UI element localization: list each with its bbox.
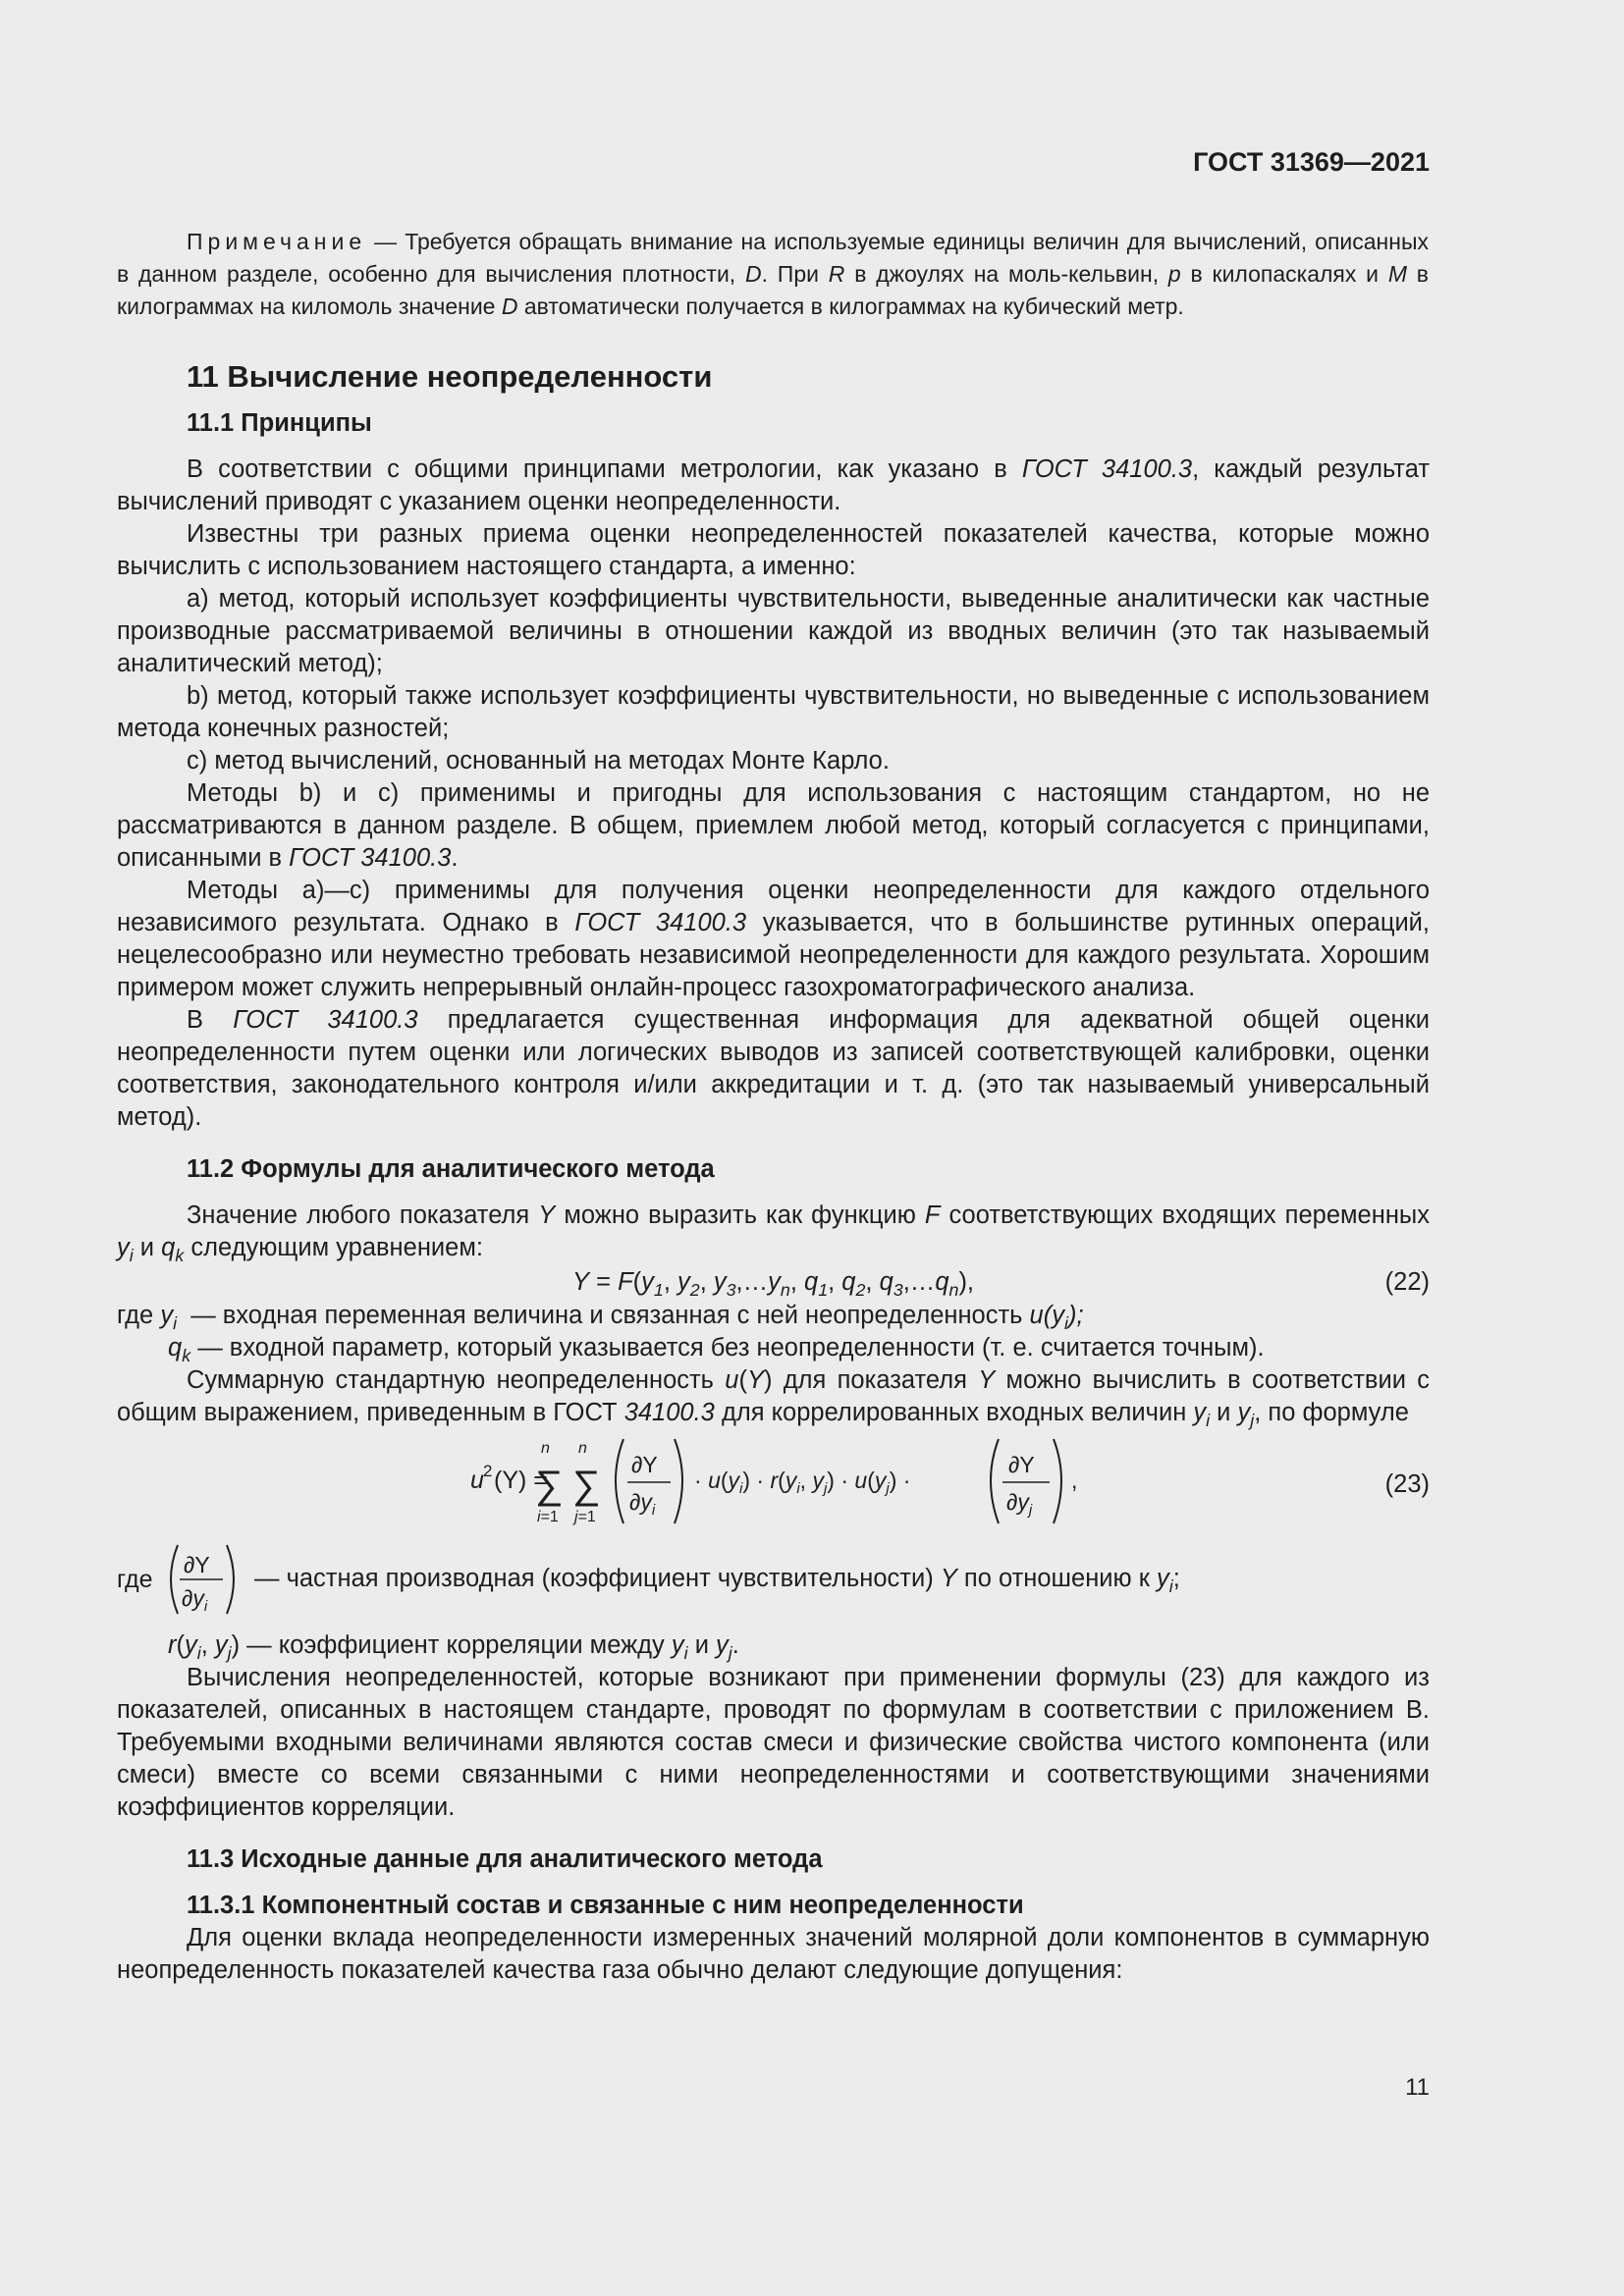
svg-text:j=1: j=1 xyxy=(574,1509,596,1525)
note-paragraph: Примечание — Требуется обращать внимание на используемые единицы величин для вычислений, описанных в данном разделе, особенно для вычисления плотности, D. При R в джоулях на моль-кельвин, p в килопаскалях и M в килограммах на киломоль значение D автоматически получается в килограммах на кубический метр. xyxy=(117,229,1430,319)
paragraph: Вычисления неопределенностей, которые возникают при применении формулы (23) для каждого из показателей, описанных в настоящем стандарте, проводят по формулам в соответствии с приложением В. Требуемыми входными величинами являются состав смеси и физические свойства чистого компонента (или смеси) вместе со всеми связанными с ними неопределенностями и соответствующими значениями коэффициентов корреляции. xyxy=(117,1664,1430,1821)
definition-q: $q_k$ — входной параметр, который указывается без неопределенности (т. е. считается точным). xyxy=(168,1334,1265,1365)
equation-number: (22) xyxy=(1384,1268,1430,1296)
paragraph: Для оценки вклада неопределенности измеренных значений молярной доли компонентов в суммарную неопределенность показателей качества газа обычно делают следующие допущения: xyxy=(117,1924,1430,1984)
list-item: b) метод, который также использует коэффициенты чувствительности, но выведенные с использованием метода конечных разностей; xyxy=(117,682,1430,742)
svg-text:∂Y: ∂Y xyxy=(631,1452,658,1477)
definition-y: где $y_i$ — входная переменная величина и связанная с ней неопределенность $u(y_i)$; xyxy=(117,1302,1084,1333)
paragraph: Методы а)—с) применимы для получения оценки неопределенности для каждого отдельного независимого результата. Однако в ГОСТ 34100.3 указывается, что в большинстве рутинных операций, нецелесообразно или неуместно требовать независимой неопределенности для каждого результата. Хорошим примером может служить непрерывный онлайн-процесс газохроматографического анализа. xyxy=(117,877,1431,1001)
subsection-title-11-1: 11.1 Принципы xyxy=(187,409,372,437)
svg-text:∂yi: $\partial y_i$ xyxy=(629,1489,656,1519)
section-title: 11 Вычисление неопределенности xyxy=(187,359,713,394)
page-number: 11 xyxy=(1405,2074,1430,2101)
svg-text:2: 2 xyxy=(483,1462,493,1480)
equation-23 xyxy=(117,1433,1430,1531)
equation-23-formula xyxy=(470,1433,1217,1531)
equation-number: (23) xyxy=(1384,1470,1430,1498)
paragraph: В соответствии с общими принципами метрологии, как указано в ГОСТ 34100.3, каждый результат вычислений приводят с указанием оценки неопределенности. xyxy=(117,455,1431,515)
document-header: ГОСТ 31369—2021 xyxy=(1193,147,1430,177)
definition-derivative-text: — частная производная (коэффициент чувствительности) Y по отношению к $y_i$; xyxy=(254,1565,1180,1596)
svg-text:u: u xyxy=(470,1467,484,1494)
equation-22 xyxy=(117,1264,1430,1300)
svg-text:∑: ∑ xyxy=(535,1464,564,1507)
svg-text:n: n xyxy=(578,1440,587,1457)
paragraph: Известны три разных приема оценки неопределенностей показателей качества, которые можно вычислить с использованием настоящего стандарта, а именно: xyxy=(117,520,1430,580)
svg-text:· u(yi) · r(yi, yj) · u(yj) ·: · $u(y_i) \cdot r(y_i$, $y_j) \cdot u(y_j)$ · xyxy=(694,1468,911,1497)
subsection-title-11-3-1: 11.3.1 Компонентный состав и связанные с ним неопределенности xyxy=(187,1892,1024,1919)
document-body xyxy=(117,349,1430,1987)
definition-r: $r(y_i$, $y_j$) — коэффициент корреляции между $y_i$ и $y_j$. xyxy=(168,1631,739,1663)
subsection-title-11-2: 11.2 Формулы для аналитического метода xyxy=(187,1155,715,1183)
svg-text:i=1: i=1 xyxy=(537,1509,559,1525)
paragraph: Методы b) и с) применимы и пригодны для использования с настоящим стандартом, но не рассматриваются в данном разделе. В общем, приемлем любой метод, который согласуется с принципами, описанными в ГОСТ 34100.3. xyxy=(117,779,1430,872)
svg-text:(Y) =: (Y) = xyxy=(494,1467,548,1494)
svg-text:где: где xyxy=(117,1566,153,1593)
paragraph: В ГОСТ 34100.3 предлагается существенная информация для адекватной общей оценки неопределенности путем оценки или логических выводов из записей соответствующей калибровки, оценки соответствия, законодательного контроля и/или аккредитации и т. д. (это так называемый универсальный метод). xyxy=(117,1006,1431,1131)
equation-22-formula: $Y = F(y_1$, $y_2$, $y_3,\dots y_n$, $q_1$, $q_2$, $q_3,\dots q_n$), xyxy=(571,1268,975,1300)
svg-text:∂yj: $\partial y_j$ xyxy=(1006,1489,1033,1519)
list-item: а) метод, который использует коэффициенты чувствительности, выведенные аналитически как частные производные рассматриваемой величины в отношении каждой из вводных величин (это так называемый аналитический метод); xyxy=(117,585,1430,677)
svg-text:,: , xyxy=(1071,1468,1078,1493)
paragraph: Значение любого показателя Y можно выразить как функцию F соответствующих входящих переменных $y_i$ и $q_k$ следующим уравнением: xyxy=(117,1201,1430,1265)
list-item: с) метод вычислений, основанный на методах Монте Карло. xyxy=(187,747,890,774)
definition-derivative xyxy=(117,1543,1430,1616)
svg-text:∂yi: $\partial y_i$ xyxy=(182,1585,208,1615)
note-label: Примечание xyxy=(187,229,367,254)
subsection-title-11-3: 11.3 Исходные данные для аналитического метода xyxy=(187,1845,823,1873)
svg-text:∑: ∑ xyxy=(572,1464,601,1507)
derivative-fraction xyxy=(117,1543,254,1616)
paragraph: Суммарную стандартную неопределенность u(Y) для показателя Y можно вычислить в соответствии с общим выражением, приведенным в ГОСТ 34100.3 для коррелированных входных величин $y_i$ и $y_j$, по формуле xyxy=(117,1366,1430,1430)
svg-text:∂Y: ∂Y xyxy=(1008,1452,1035,1477)
svg-text:∂Y: ∂Y xyxy=(184,1552,210,1577)
svg-text:n: n xyxy=(541,1440,550,1457)
